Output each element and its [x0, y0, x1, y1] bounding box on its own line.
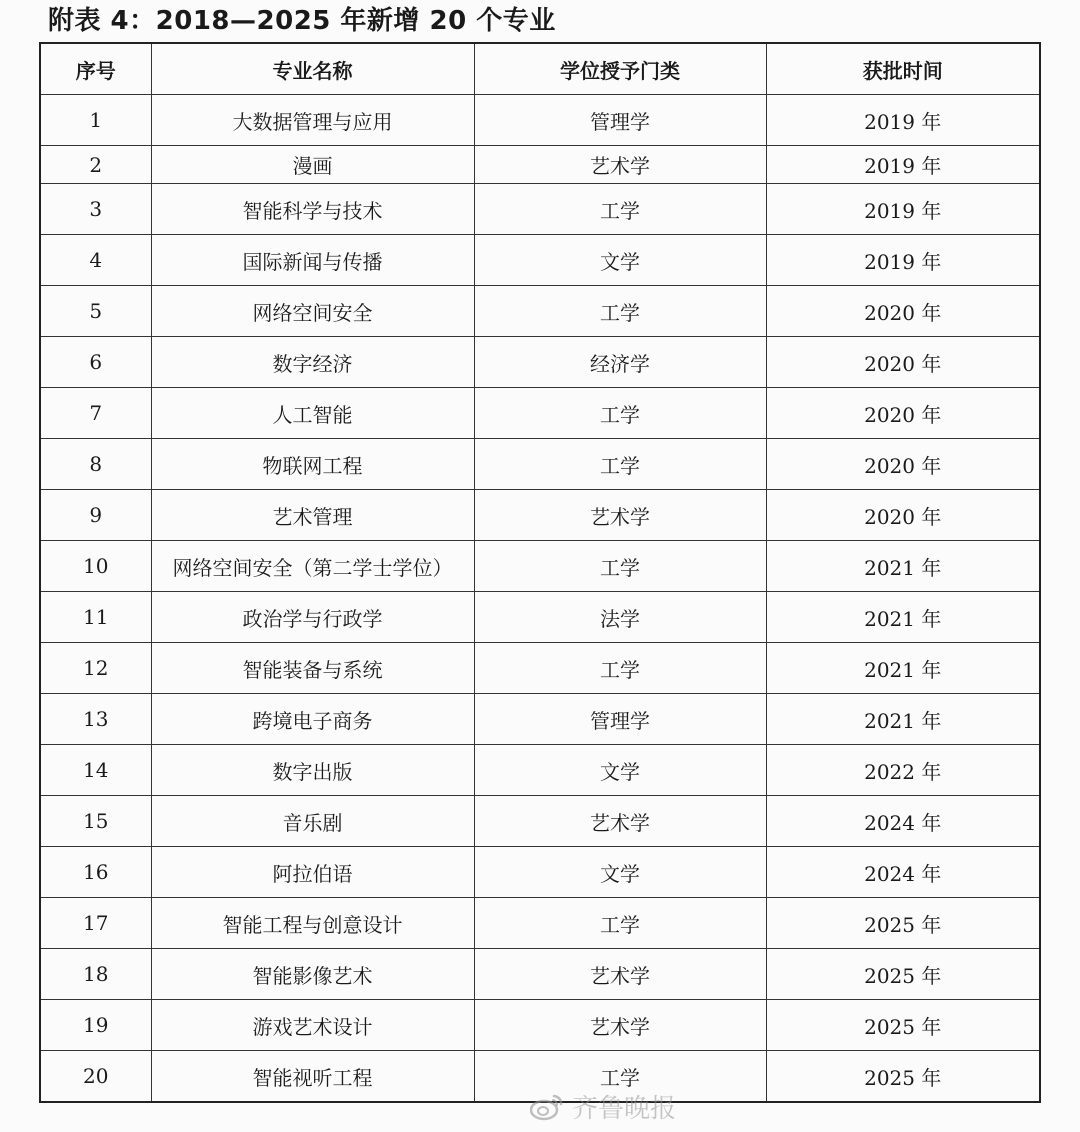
watermark-text: 齐鲁晚报 — [572, 1094, 677, 1124]
table-row — [40, 439, 1040, 490]
majors-table — [39, 42, 1041, 1103]
header-serial-number: 序号 — [40, 43, 151, 95]
cell-approval-time: 2020 年 — [766, 337, 1040, 388]
cell-serial-number: 4 — [40, 235, 151, 286]
cell-degree-category: 艺术学 — [474, 146, 766, 184]
cell-approval-time: 2024 年 — [766, 796, 1040, 847]
table-row — [40, 796, 1040, 847]
cell-approval-time: 2021 年 — [766, 592, 1040, 643]
cell-approval-time: 2021 年 — [766, 643, 1040, 694]
cell-serial-number: 3 — [40, 184, 151, 235]
cell-degree-category: 文学 — [474, 745, 766, 796]
cell-major-name: 人工智能 — [151, 388, 474, 439]
cell-serial-number: 13 — [40, 694, 151, 745]
table-body — [40, 95, 1040, 1103]
cell-serial-number: 6 — [40, 337, 151, 388]
header-degree-category: 学位授予门类 — [474, 43, 766, 95]
cell-approval-time: 2020 年 — [766, 286, 1040, 337]
cell-approval-time: 2025 年 — [766, 898, 1040, 949]
weibo-icon — [530, 1093, 564, 1121]
watermark — [530, 1088, 676, 1125]
cell-approval-time: 2019 年 — [766, 184, 1040, 235]
cell-degree-category: 管理学 — [474, 694, 766, 745]
cell-degree-category: 文学 — [474, 847, 766, 898]
cell-serial-number: 7 — [40, 388, 151, 439]
header-approval-time: 获批时间 — [766, 43, 1040, 95]
table-row — [40, 643, 1040, 694]
cell-approval-time: 2024 年 — [766, 847, 1040, 898]
cell-major-name: 网络空间安全 — [151, 286, 474, 337]
cell-degree-category: 艺术学 — [474, 796, 766, 847]
cell-serial-number: 10 — [40, 541, 151, 592]
cell-major-name: 阿拉伯语 — [151, 847, 474, 898]
table-row — [40, 95, 1040, 146]
table-row — [40, 898, 1040, 949]
cell-approval-time: 2019 年 — [766, 235, 1040, 286]
cell-approval-time: 2021 年 — [766, 541, 1040, 592]
cell-major-name: 大数据管理与应用 — [151, 95, 474, 146]
cell-serial-number: 9 — [40, 490, 151, 541]
cell-serial-number: 8 — [40, 439, 151, 490]
cell-degree-category: 工学 — [474, 184, 766, 235]
cell-major-name: 政治学与行政学 — [151, 592, 474, 643]
cell-degree-category: 工学 — [474, 1051, 766, 1103]
cell-serial-number: 19 — [40, 1000, 151, 1051]
table-row — [40, 592, 1040, 643]
cell-major-name: 网络空间安全（第二学士学位） — [151, 541, 474, 592]
cell-degree-category: 艺术学 — [474, 490, 766, 541]
cell-major-name: 智能工程与创意设计 — [151, 898, 474, 949]
cell-approval-time: 2020 年 — [766, 388, 1040, 439]
cell-major-name: 艺术管理 — [151, 490, 474, 541]
cell-approval-time: 2020 年 — [766, 439, 1040, 490]
cell-degree-category: 艺术学 — [474, 1000, 766, 1051]
cell-degree-category: 管理学 — [474, 95, 766, 146]
table-row — [40, 184, 1040, 235]
cell-major-name: 国际新闻与传播 — [151, 235, 474, 286]
cell-serial-number: 17 — [40, 898, 151, 949]
table-row — [40, 286, 1040, 337]
cell-major-name: 智能影像艺术 — [151, 949, 474, 1000]
table-row — [40, 541, 1040, 592]
table-row — [40, 745, 1040, 796]
table-row — [40, 388, 1040, 439]
table-row — [40, 1000, 1040, 1051]
cell-serial-number: 11 — [40, 592, 151, 643]
cell-major-name: 游戏艺术设计 — [151, 1000, 474, 1051]
cell-degree-category: 工学 — [474, 439, 766, 490]
cell-serial-number: 14 — [40, 745, 151, 796]
table-row — [40, 235, 1040, 286]
cell-major-name: 漫画 — [151, 146, 474, 184]
cell-degree-category: 艺术学 — [474, 949, 766, 1000]
cell-degree-category: 工学 — [474, 643, 766, 694]
table-row — [40, 337, 1040, 388]
header-major-name: 专业名称 — [151, 43, 474, 95]
cell-degree-category: 经济学 — [474, 337, 766, 388]
cell-approval-time: 2025 年 — [766, 949, 1040, 1000]
cell-approval-time: 2025 年 — [766, 1051, 1040, 1103]
cell-serial-number: 1 — [40, 95, 151, 146]
cell-degree-category: 文学 — [474, 235, 766, 286]
cell-degree-category: 工学 — [474, 388, 766, 439]
cell-major-name: 数字出版 — [151, 745, 474, 796]
cell-major-name: 智能视听工程 — [151, 1051, 474, 1103]
cell-major-name: 智能科学与技术 — [151, 184, 474, 235]
table-row — [40, 146, 1040, 184]
cell-approval-time: 2019 年 — [766, 95, 1040, 146]
cell-major-name: 数字经济 — [151, 337, 474, 388]
cell-approval-time: 2020 年 — [766, 490, 1040, 541]
cell-degree-category: 法学 — [474, 592, 766, 643]
cell-serial-number: 15 — [40, 796, 151, 847]
cell-degree-category: 工学 — [474, 541, 766, 592]
document-title: 附表 4：2018—2025 年新增 20 个专业 — [48, 6, 556, 36]
cell-approval-time: 2021 年 — [766, 694, 1040, 745]
cell-approval-time: 2025 年 — [766, 1000, 1040, 1051]
cell-major-name: 跨境电子商务 — [151, 694, 474, 745]
cell-major-name: 音乐剧 — [151, 796, 474, 847]
cell-approval-time: 2019 年 — [766, 146, 1040, 184]
cell-degree-category: 工学 — [474, 286, 766, 337]
cell-major-name: 物联网工程 — [151, 439, 474, 490]
cell-serial-number: 2 — [40, 146, 151, 184]
table-header-row — [40, 43, 1040, 95]
table-row — [40, 694, 1040, 745]
cell-serial-number: 12 — [40, 643, 151, 694]
cell-serial-number: 16 — [40, 847, 151, 898]
table-row — [40, 490, 1040, 541]
table-row — [40, 847, 1040, 898]
cell-approval-time: 2022 年 — [766, 745, 1040, 796]
cell-serial-number: 20 — [40, 1051, 151, 1103]
cell-serial-number: 18 — [40, 949, 151, 1000]
cell-major-name: 智能装备与系统 — [151, 643, 474, 694]
table-row — [40, 949, 1040, 1000]
cell-degree-category: 工学 — [474, 898, 766, 949]
cell-serial-number: 5 — [40, 286, 151, 337]
